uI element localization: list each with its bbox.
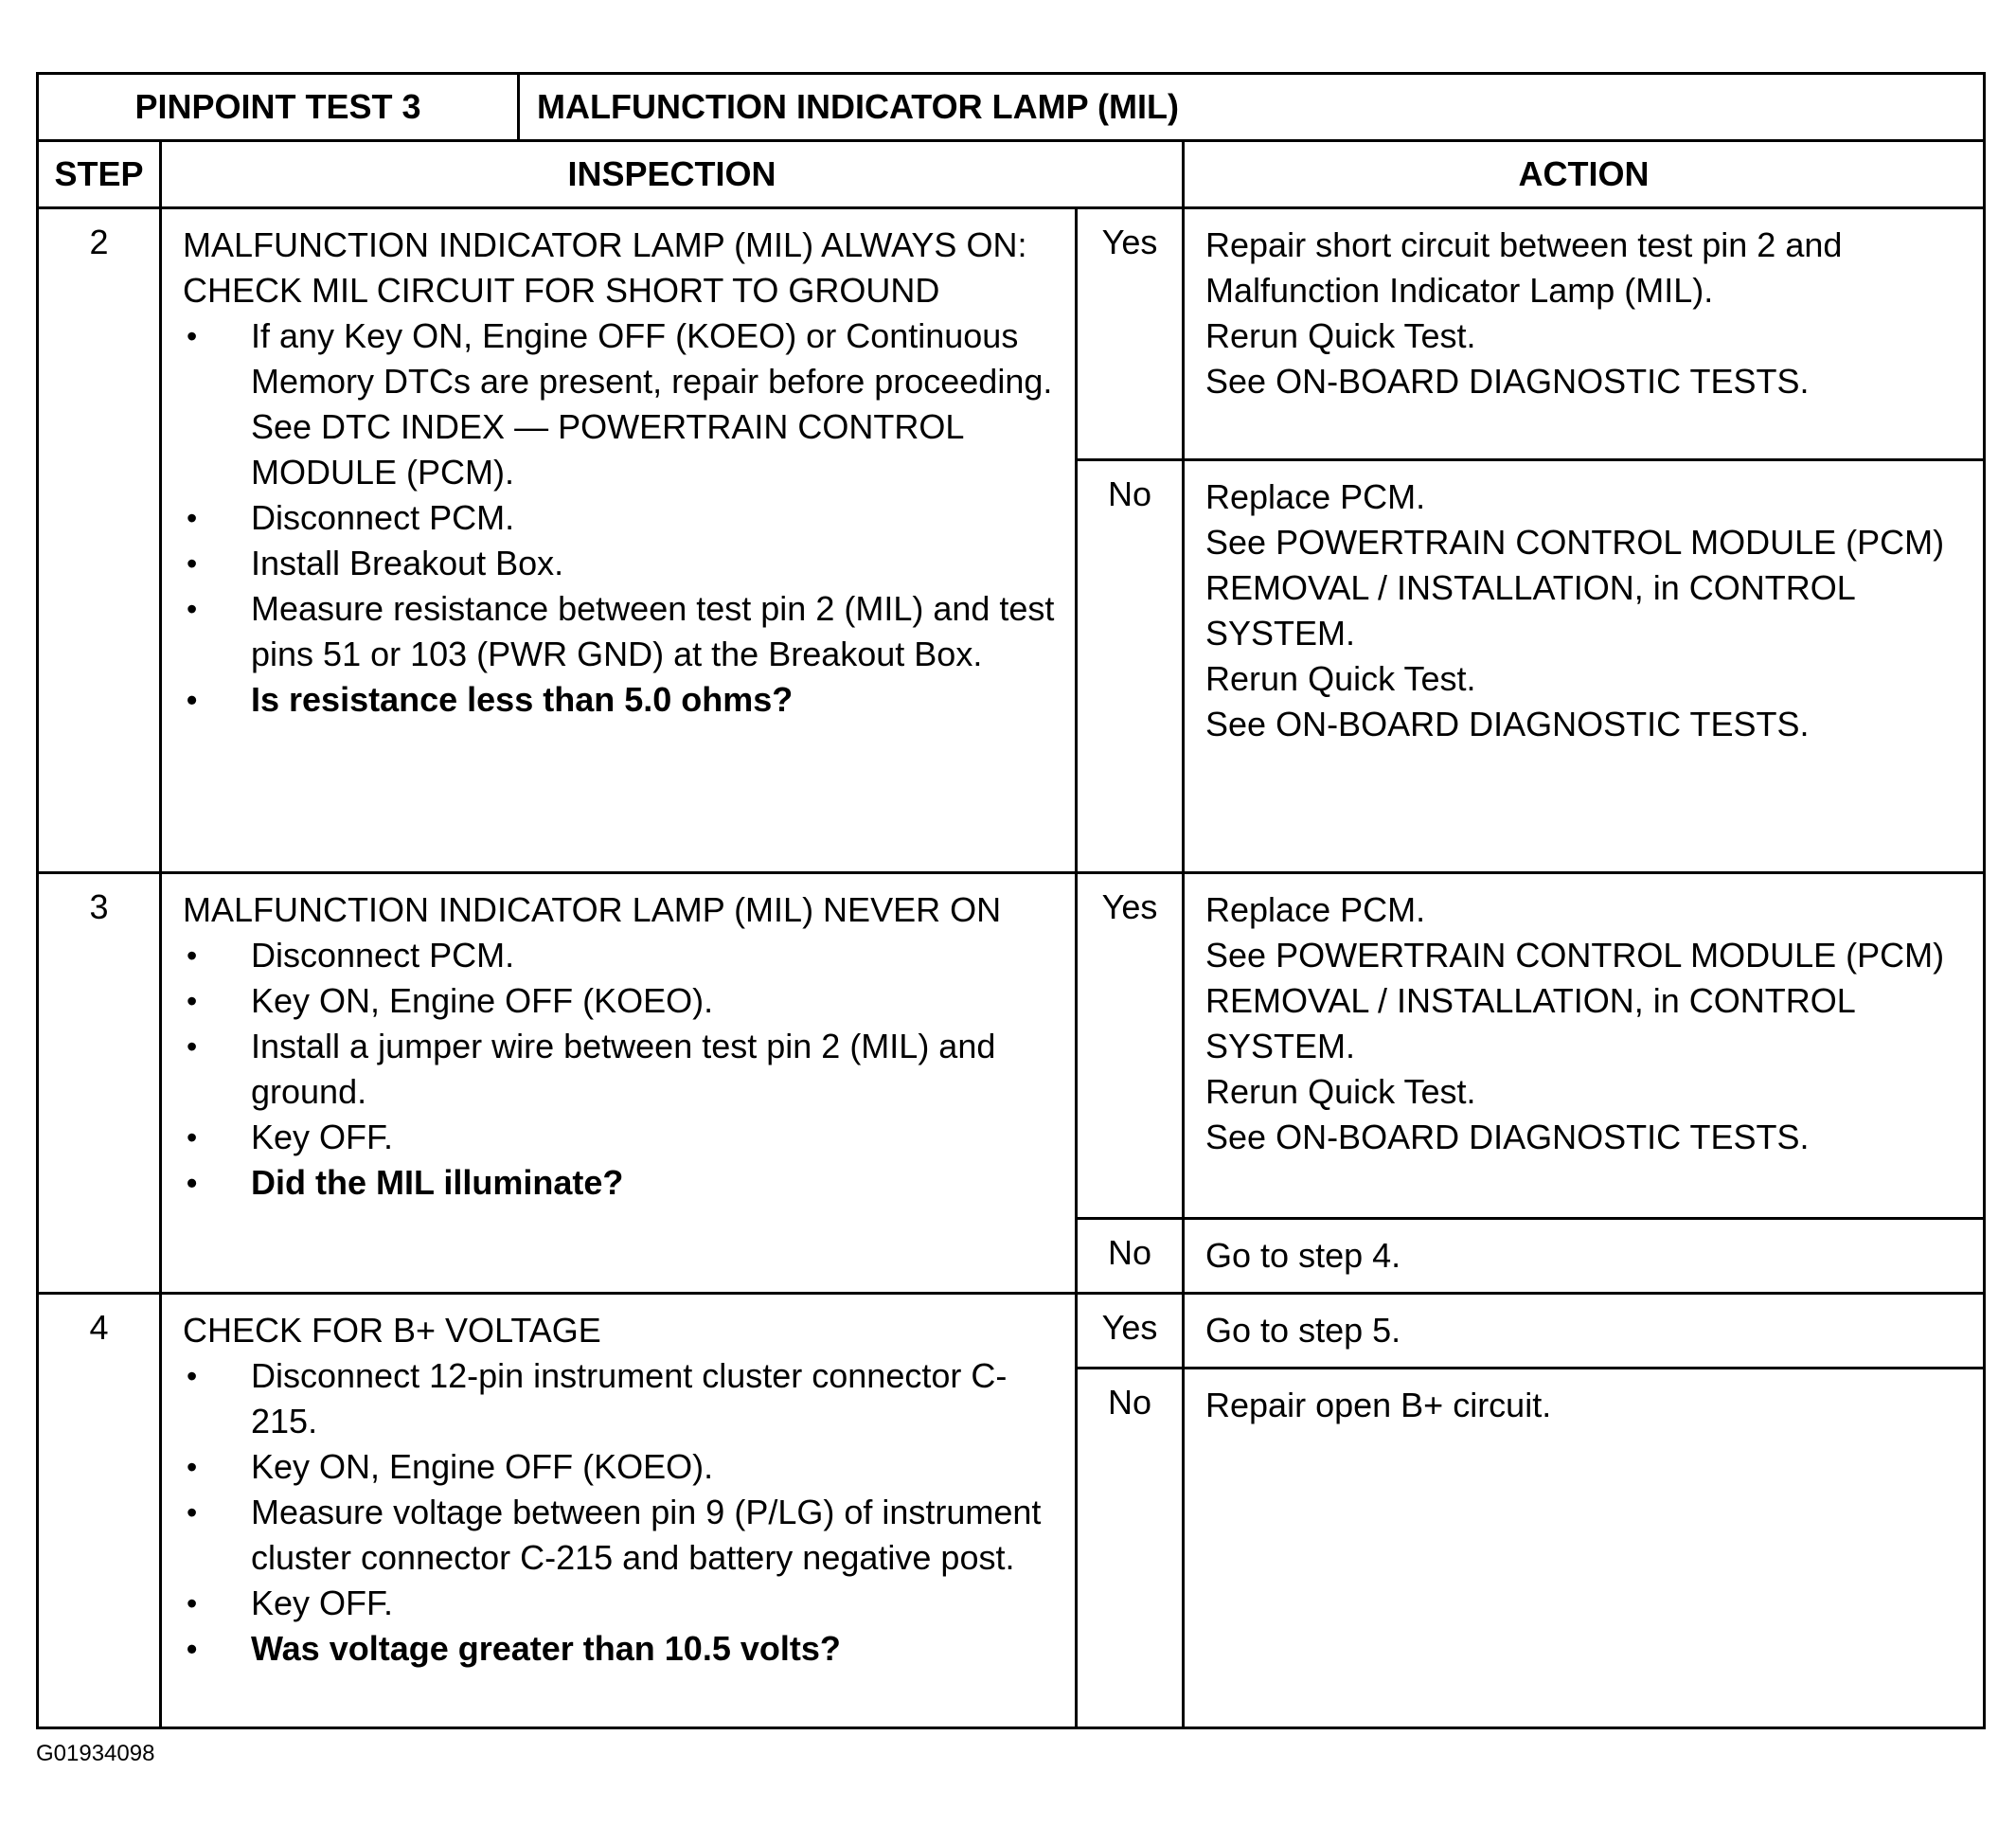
action-line: Replace PCM. (1205, 477, 1426, 516)
action-line: See POWERTRAIN CONTROL MODULE (PCM) REMOVAL / INSTALLATION, in CONTROL SYSTEM. (1205, 936, 1945, 1065)
inspection-cell (161, 208, 1077, 873)
action-line: Replace PCM. (1205, 890, 1426, 929)
action-line: See POWERTRAIN CONTROL MODULE (PCM) REMOVAL / INSTALLATION, in CONTROL SYSTEM. (1205, 523, 1945, 653)
inspection-cell (161, 1294, 1077, 1728)
no-action-cell (1184, 1219, 1985, 1294)
no-label: No (1077, 1369, 1184, 1728)
inspection-item: • Install a jumper wire between test pin 2 (MIL) and ground. (183, 1024, 1056, 1115)
inspection-column-header: INSPECTION (161, 141, 1184, 208)
yes-label: Yes (1077, 873, 1184, 1219)
action-column-header: ACTION (1184, 141, 1985, 208)
no-action-cell (1184, 460, 1985, 873)
no-label: No (1077, 1219, 1184, 1294)
yes-label: Yes (1077, 1294, 1184, 1369)
yes-label: Yes (1077, 208, 1184, 460)
inspection-item: • Key OFF. (183, 1581, 1056, 1626)
figure-id: G01934098 (36, 1741, 155, 1766)
no-action-cell (1184, 1369, 1985, 1728)
inspection-heading: MALFUNCTION INDICATOR LAMP (MIL) ALWAYS ON: CHECK MIL CIRCUIT FOR SHORT TO GROUND (183, 225, 1027, 310)
inspection-item: • Disconnect PCM. (183, 495, 1056, 541)
inspection-heading: CHECK FOR B+ VOLTAGE (183, 1311, 601, 1350)
inspection-question: • Is resistance less than 5.0 ohms? (183, 677, 1056, 723)
action-line: See ON-BOARD DIAGNOSTIC TESTS. (1205, 1118, 1810, 1156)
inspection-item: • Disconnect PCM. (183, 933, 1056, 978)
yes-action-cell (1184, 1294, 1985, 1369)
action-line: Rerun Quick Test. (1205, 316, 1476, 355)
test-header-row (38, 74, 1985, 141)
action-line: Repair short circuit between test pin 2 and Malfunction Indicator Lamp (MIL). (1205, 225, 1843, 310)
inspection-question: • Was voltage greater than 10.5 volts? (183, 1626, 1056, 1672)
action-line: Repair open B+ circuit. (1205, 1386, 1552, 1424)
action-line: See ON-BOARD DIAGNOSTIC TESTS. (1205, 705, 1810, 743)
inspection-cell (161, 873, 1077, 1294)
yes-action-cell (1184, 873, 1985, 1219)
action-line: Rerun Quick Test. (1205, 1072, 1476, 1111)
step-number: 3 (38, 873, 161, 1294)
inspection-list (183, 1353, 1056, 1672)
action-line: See ON-BOARD DIAGNOSTIC TESTS. (1205, 362, 1810, 401)
inspection-list (183, 933, 1056, 1206)
step-row (38, 873, 1985, 1219)
pinpoint-test-table (36, 72, 1986, 1729)
inspection-item: • Key OFF. (183, 1115, 1056, 1160)
pinpoint-test-document (36, 72, 1983, 1729)
inspection-item: • Key ON, Engine OFF (KOEO). (183, 978, 1056, 1024)
step-row (38, 208, 1985, 460)
step-column-header: STEP (38, 141, 161, 208)
inspection-item: • If any Key ON, Engine OFF (KOEO) or Continuous Memory DTCs are present, repair before proceeding. See DTC INDEX — POWERTRAIN CONTROL MODULE (PCM). (183, 313, 1056, 495)
test-title: MALFUNCTION INDICATOR LAMP (MIL) (519, 74, 1985, 141)
column-header-row (38, 141, 1985, 208)
action-line: Rerun Quick Test. (1205, 659, 1476, 698)
inspection-question: • Did the MIL illuminate? (183, 1160, 1056, 1206)
inspection-heading: MALFUNCTION INDICATOR LAMP (MIL) NEVER ON (183, 890, 1002, 929)
inspection-list (183, 313, 1056, 723)
no-label: No (1077, 460, 1184, 873)
step-row (38, 1294, 1985, 1369)
step-number: 2 (38, 208, 161, 873)
action-line: Go to step 5. (1205, 1311, 1401, 1350)
inspection-item: • Disconnect 12-pin instrument cluster connector C-215. (183, 1353, 1056, 1444)
pinpoint-test-label: PINPOINT TEST 3 (38, 74, 519, 141)
action-line: Go to step 4. (1205, 1236, 1401, 1275)
inspection-item: • Measure voltage between pin 9 (P/LG) of instrument cluster connector C-215 and battery negative post. (183, 1490, 1056, 1581)
inspection-item: • Install Breakout Box. (183, 541, 1056, 586)
inspection-item: • Measure resistance between test pin 2 (MIL) and test pins 51 or 103 (PWR GND) at the Breakout Box. (183, 586, 1056, 677)
step-number: 4 (38, 1294, 161, 1728)
inspection-item: • Key ON, Engine OFF (KOEO). (183, 1444, 1056, 1490)
yes-action-cell (1184, 208, 1985, 460)
